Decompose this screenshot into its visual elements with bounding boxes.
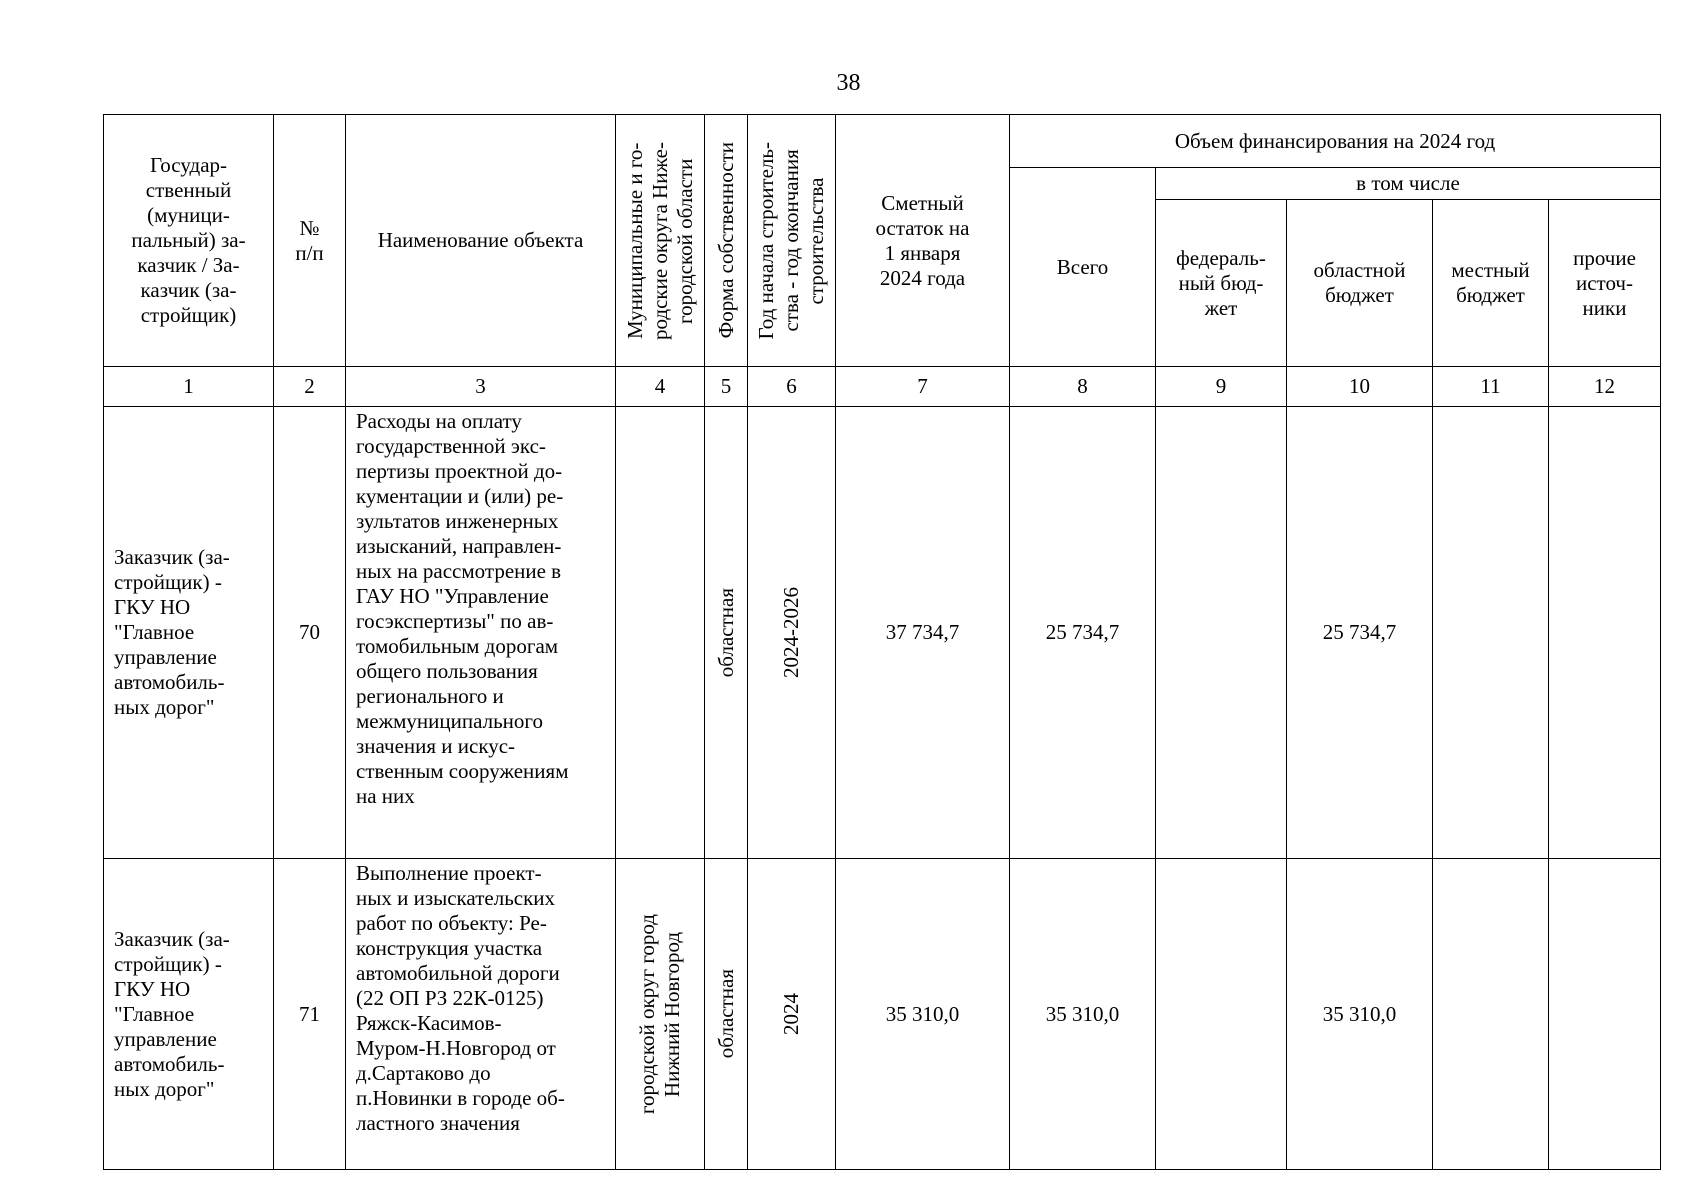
row-years: 2024 [748, 859, 836, 1170]
row-object-name: Расходы на оплату государственной экс- пертизы проектной до- кументации и (или) ре- зультатов инженерных изысканий, направлен- ных на рассмотрение в ГАУ НО "Управление госэкспертизы" по ав- томобильным дорогам общего пользования регионального и межмуниципального значения и искус- ственным сооружениям на них [346, 407, 616, 859]
column-number: 9 [1156, 367, 1287, 407]
header-funding-group: Объем финансирования на 2024 год [1010, 115, 1661, 168]
row-estimate-balance: 37 734,7 [836, 407, 1010, 859]
table-row [104, 859, 1661, 1170]
row-other [1549, 407, 1661, 859]
header-number: № п/п [274, 115, 346, 367]
header-including: в том числе [1156, 168, 1661, 200]
column-number: 11 [1433, 367, 1549, 407]
row-regional: 25 734,7 [1287, 407, 1433, 859]
column-number: 1 [104, 367, 274, 407]
header-object-name: Наименование объекта [346, 115, 616, 367]
row-municipality [616, 407, 705, 859]
row-federal [1156, 859, 1287, 1170]
header-estimate-balance: Сметный остаток на 1 января 2024 года [836, 115, 1010, 367]
header-regional: областной бюджет [1287, 200, 1433, 367]
row-customer: Заказчик (за- стройщик) - ГКУ НО "Главное управление автомобиль- ных дорог" [104, 407, 274, 859]
row-number: 70 [274, 407, 346, 859]
column-number: 6 [748, 367, 836, 407]
row-object-name: Выполнение проект- ных и изыскательских работ по объекту: Ре- конструкция участка автомобильной дороги (22 ОП РЗ 22К-0125) Ряжск-Касимов- Муром-Н.Новгород от д.Сартаково до п.Новинки в городе об- ластного значения [346, 859, 616, 1170]
header-other: прочие источ- ники [1549, 200, 1661, 367]
column-number: 12 [1549, 367, 1661, 407]
row-local [1433, 407, 1549, 859]
row-local [1433, 859, 1549, 1170]
row-total: 25 734,7 [1010, 407, 1156, 859]
column-number: 10 [1287, 367, 1433, 407]
row-regional: 35 310,0 [1287, 859, 1433, 1170]
row-ownership: областная [705, 407, 748, 859]
page-number: 38 [836, 70, 861, 96]
row-number: 71 [274, 859, 346, 1170]
header-customer: Государ- ственный (муници- пальный) за- казчик / За- казчик (за- стройщик) [104, 115, 274, 367]
row-total: 35 310,0 [1010, 859, 1156, 1170]
table-row [104, 407, 1661, 859]
row-federal [1156, 407, 1287, 859]
row-customer: Заказчик (за- стройщик) - ГКУ НО "Главное управление автомобиль- ных дорог" [104, 859, 274, 1170]
row-municipality: городской округ город Нижний Новгород [616, 859, 705, 1170]
column-numbers-row [104, 367, 1661, 407]
column-number: 2 [274, 367, 346, 407]
row-estimate-balance: 35 310,0 [836, 859, 1010, 1170]
row-years: 2024-2026 [748, 407, 836, 859]
row-other [1549, 859, 1661, 1170]
column-number: 5 [705, 367, 748, 407]
header-ownership: Форма собственности [705, 115, 748, 367]
header-municipality: Муниципальные и го- родские округа Ниже- городской области [616, 115, 705, 367]
header-local: местный бюджет [1433, 200, 1549, 367]
column-number: 8 [1010, 367, 1156, 407]
financing-table [103, 114, 1661, 1170]
row-ownership: областная [705, 859, 748, 1170]
column-number: 4 [616, 367, 705, 407]
header-federal: федераль- ный бюд- жет [1156, 200, 1287, 367]
column-number: 7 [836, 367, 1010, 407]
header-total: Всего [1010, 168, 1156, 367]
column-number: 3 [346, 367, 616, 407]
header-years: Год начала строитель- ства - год окончания строительства [748, 115, 836, 367]
